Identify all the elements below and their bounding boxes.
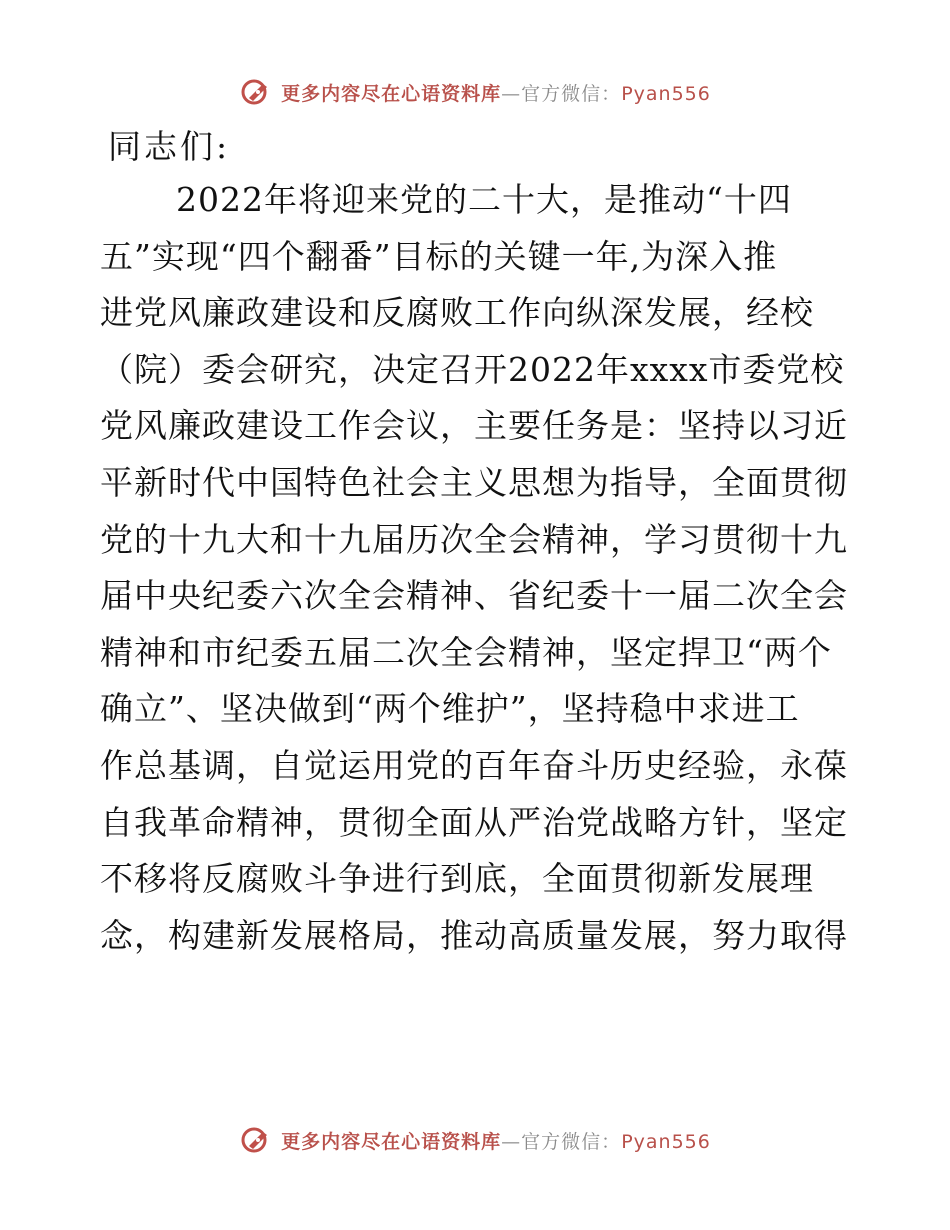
text-line: 自我革命精神，贯彻全面从严治党战略方针，坚定	[100, 802, 848, 842]
greeting: 同志们:	[108, 127, 231, 166]
watermark-label: 官方微信：	[521, 1130, 622, 1153]
text-line: 五”实现“四个翻番”目标的关键一年,为深入推	[100, 236, 778, 276]
text-line: （院）委会研究，决定召开2022年xxxx市委党校	[100, 349, 845, 389]
text-line: 届中央纪委六次全会精神、省纪委十一届二次全会	[100, 576, 848, 616]
pen-logo-icon	[239, 1123, 273, 1157]
text-line: 进党风廉政建设和反腐败工作向纵深发展，经校	[100, 293, 814, 333]
watermark-separator: —	[501, 82, 522, 105]
watermark-text	[281, 79, 711, 106]
watermark-separator: —	[501, 1130, 522, 1153]
text-line: 确立”、坚决做到“两个维护”，坚持稳中求进工	[100, 689, 800, 729]
text-line: 党的十九大和十九届历次全会精神，学习贯彻十九	[100, 519, 848, 559]
text-line: 党风廉政建设工作会议，主要任务是：坚持以习近	[100, 406, 848, 446]
text-line: 精神和市纪委五届二次全会精神，坚定捍卫“两个	[100, 632, 832, 672]
text-line: 念，构建新发展格局，推动高质量发展，努力取得	[100, 915, 848, 955]
watermark-brand: 更多内容尽在心语资料库	[281, 82, 502, 105]
text-line: 不移将反腐败斗争进行到底，全面贯彻新发展理	[100, 859, 814, 899]
watermark-id: Pyan556	[621, 1130, 711, 1153]
text-line: 2022年将迎来党的二十大，是推动“十四	[176, 180, 792, 219]
text-line: 作总基调，自觉运用党的百年奋斗历史经验，永葆	[100, 745, 848, 785]
watermark-id: Pyan556	[621, 82, 711, 105]
watermark-label: 官方微信：	[521, 82, 622, 105]
document-body	[100, 172, 860, 964]
watermark-text	[281, 1127, 711, 1154]
text-line: 平新时代中国特色社会主义思想为指导，全面贯彻	[100, 462, 848, 502]
footer-watermark	[0, 1120, 950, 1160]
header-watermark	[0, 72, 950, 112]
pen-logo-icon	[239, 75, 273, 109]
watermark-brand: 更多内容尽在心语资料库	[281, 1130, 502, 1153]
